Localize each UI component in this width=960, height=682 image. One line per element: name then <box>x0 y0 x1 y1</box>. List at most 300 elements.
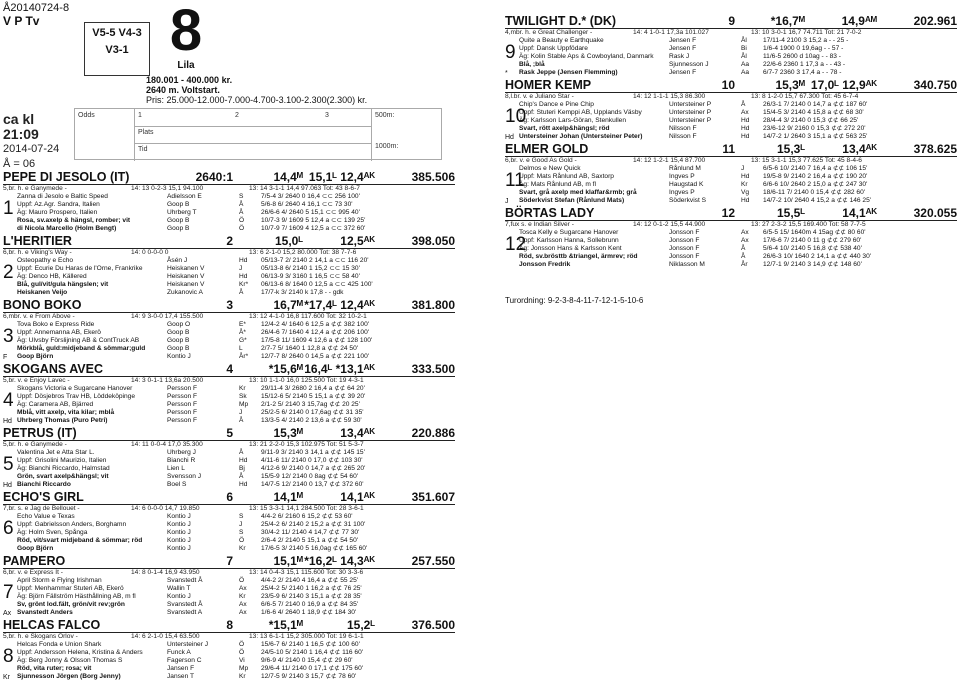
driver: Jansen T <box>167 673 195 680</box>
driver: Persson F <box>167 417 198 424</box>
horse-breed: 7,fux s. e Indian Silver - <box>505 221 574 228</box>
track: Å <box>239 449 244 456</box>
record-2: 13,4ᴬᴷ <box>842 142 877 156</box>
history-row <box>17 457 455 465</box>
history-row <box>17 289 455 297</box>
race-result: 29/6-4 11/ 2140 0 17,1 ⊄⊄ 175 60' <box>261 665 364 672</box>
horse-rows <box>3 577 455 617</box>
race-result: 25/4-2 5/ 2140 1 16,2 a ⊄⊄ 76 25' <box>261 585 362 592</box>
shoe-letter: Hd <box>3 482 12 489</box>
driver: Nilsson F <box>669 133 697 140</box>
history-row <box>17 393 455 401</box>
horse-rows <box>3 257 455 297</box>
info-text: Uppf: Menhammar Stuteri AB, Ekerö <box>17 585 124 592</box>
post-number: 5 <box>3 454 14 475</box>
race-result: 29/11-4 3/ 2680 2 16,4 a ⊄⊄ 64 20' <box>261 385 365 392</box>
history-row <box>17 641 455 649</box>
horse-stats <box>3 505 455 513</box>
distance-start: 2640 m. Voltstart. <box>146 85 220 95</box>
horse-breed: 5,br. v. e Enjoy Lavec - <box>3 377 70 384</box>
track: Å <box>239 209 244 216</box>
race-result: 6/5-6 10/ 2140 7 16,4 a ⊄⊄ 106 15' <box>763 165 868 172</box>
history-row <box>17 577 455 585</box>
race-result: 17/6-6 7/ 2140 0 11 g ⊄⊄ 279 60' <box>763 237 862 244</box>
driver: Jensen F <box>669 45 697 52</box>
race-result: 14/7-5 12/ 2140 0 13,7 ⊄⊄ 372 60' <box>261 481 364 488</box>
history-row <box>17 673 455 681</box>
info-text: Blå, ;blå <box>519 61 545 68</box>
track: Ax <box>239 609 247 616</box>
horse-header <box>505 14 957 29</box>
odds-column <box>75 109 135 161</box>
post-number: 8 <box>3 646 14 667</box>
horse-entry <box>505 78 957 141</box>
info-text: di Nicola Marcello (Holm Bengt) <box>17 225 117 232</box>
horse-rows <box>505 165 957 205</box>
record-2: 15,2ᴸ <box>346 618 375 632</box>
horse-stats <box>3 249 455 257</box>
race-info <box>146 75 367 105</box>
stats-2013: 13: 6 2-1-0 15,2 80.000 Tot: 38 7-7-6 <box>249 249 357 256</box>
track: Ö <box>239 217 245 224</box>
game-title: V P Tv <box>3 14 40 28</box>
track: J <box>741 165 745 172</box>
plats-label: Plats <box>138 129 154 136</box>
info-text: Uppf: Ecurie Du Haras de l'Orne, Frankrike <box>17 265 143 272</box>
record-1: 15,3ᴹ <box>273 426 303 440</box>
start-number: 2 <box>226 234 233 248</box>
driver: Jonsson F <box>669 253 700 260</box>
race-result: 25/4-2 6/ 2140 2 15,2 a ⊄⊄ 31 100' <box>261 521 366 528</box>
stats-2014: 14: 6 0-0-0 14,7 19.850 <box>131 505 200 512</box>
race-result: 25/2-5 6/ 2140 0 17,6ag ⊄⊄ 31 35' <box>261 409 364 416</box>
horse-breed: 8,l.br. v. e Juliano Star - <box>505 93 574 100</box>
record-2: 15,1ᴸ 12,4ᴬᴷ <box>308 170 375 184</box>
col-2-label: 2 <box>235 112 239 119</box>
history-row <box>17 385 455 393</box>
post-number: 9 <box>505 42 516 63</box>
horse-stats <box>505 221 957 229</box>
driver: Sjunnesson J <box>669 61 709 68</box>
race-result: 6/5-5 15/ 1640m 4 15ag ⊄⊄ 80 60' <box>763 229 866 236</box>
driver: Funck A <box>167 649 191 656</box>
horse-breed: 5,br. h. e Ganymede - <box>3 441 67 448</box>
track: Ö <box>239 577 245 584</box>
info-text: Svart, rött axelp&hängsl; röd <box>519 125 610 132</box>
stats-2014: 14: 0 0-0-0 0 <box>131 249 169 256</box>
horse-header <box>3 234 455 249</box>
driver: Åsén J <box>167 257 188 264</box>
horse-rows <box>3 449 455 489</box>
row-labels <box>135 109 195 161</box>
race-result: 23/6-12 9/ 2160 0 15,3 ⊄⊄ 272 20' <box>763 125 866 132</box>
driver: Jensen F <box>669 69 697 76</box>
driver: Untersteiner P <box>669 117 712 124</box>
post-number: 1 <box>3 198 14 219</box>
race-result: 12/7-5 9/ 2140 3 15,7 ⊄⊄ 78 60' <box>261 673 357 680</box>
post-number: 4 <box>3 390 14 411</box>
horse-name: ECHO'S GIRL <box>3 490 84 504</box>
stats-2014: 14: 12 0-1-2 15,5 44.900 <box>633 221 706 228</box>
race-result: 6/7-7 2360 3 17,4 a - - 78 - <box>763 69 842 76</box>
game-line-1: V5-5 V4-3 <box>92 27 142 39</box>
info-text: Äg: Ulvsby Förslijning AB & ContTruck AB <box>17 337 140 344</box>
shoe-letter: Hd <box>3 418 12 425</box>
record-2: *17,4ᴸ 12,4ᴬᴷ <box>304 298 375 312</box>
track: J <box>239 265 243 272</box>
history-row <box>519 101 957 109</box>
horse-header <box>3 362 455 377</box>
record-2: 12,5ᴬᴷ <box>340 234 375 248</box>
track-code: Å = 06 <box>3 158 36 170</box>
race-result: 26/6-3 10/ 1640 2 14,1 a ⊄⊄ 440 30' <box>763 253 871 260</box>
info-text: Uppf: Dösjebros Trav HB, Löddeköpinge <box>17 393 136 400</box>
driver: Nilsson F <box>669 125 697 132</box>
history-row <box>17 537 455 545</box>
driver: Fagerson C <box>167 657 202 664</box>
history-row <box>519 133 957 141</box>
horse-header <box>505 206 957 221</box>
history-row <box>17 449 455 457</box>
record-1: 15,5ᴸ <box>776 206 805 220</box>
record-1: 14,4ᴹ <box>273 170 303 184</box>
race-result: 17/5-8 11/ 1609 4 12,6 a ⊄⊄ 128 100' <box>261 337 373 344</box>
track: Hd <box>239 257 248 264</box>
start-number: 11 <box>722 142 735 156</box>
record-1: *15,1ᴹ <box>268 618 303 632</box>
track: E* <box>239 321 246 328</box>
history-row <box>519 229 957 237</box>
start-number: 10 <box>721 78 735 92</box>
history-row <box>17 529 455 537</box>
driver: Svensson J <box>167 473 202 480</box>
horse-header <box>3 426 455 441</box>
record-1: *15,6ᴹ <box>268 362 303 376</box>
driver: Goop B <box>167 201 190 208</box>
shoe-letter: * <box>505 70 508 77</box>
info-text: Rosa, sv.axelp & hängsl, romber; vit <box>17 217 131 224</box>
track: Ax <box>239 585 247 592</box>
history-row <box>17 273 455 281</box>
record-1: 15,3ᴹ <box>775 78 805 92</box>
post-number: 6 <box>3 518 14 539</box>
track: Mp <box>239 665 249 672</box>
track: Vi <box>239 657 245 664</box>
info-text: Delmos e New Quick <box>519 165 581 172</box>
horse-entry <box>3 234 455 297</box>
history-row <box>17 513 455 521</box>
info-text: Mblå, vitt axelp, vita kilar; mblå <box>17 409 115 416</box>
track: Å <box>239 473 244 480</box>
race-result: 17/7-k 3/ 2140 k 17,8 - - gdk <box>261 289 344 296</box>
horse-rows <box>3 641 455 681</box>
race-result: 05/13-7 2/ 2140 2 14,1 a ⊂⊂ 116 20' <box>261 257 369 264</box>
race-result: 11/6-5 2600 d 10ag - - 83 - <box>763 53 841 60</box>
driver: Persson F <box>167 409 198 416</box>
info-text: Tosca Kelly e Sugarcane Hanover <box>519 229 619 236</box>
prize-money: 381.800 <box>411 298 455 312</box>
col-1-label: 1 <box>138 112 142 119</box>
result-grid <box>74 108 442 160</box>
track: Mp <box>239 401 249 408</box>
track: G* <box>239 337 247 344</box>
info-text: Helcas Fonda e Union Shark <box>17 641 102 648</box>
track: Sk <box>239 393 247 400</box>
driver: Goop B <box>167 225 190 232</box>
prize-money: 333.500 <box>411 362 455 376</box>
driver: Svanstedt Å <box>167 601 203 608</box>
stats-2014: 14: 12 1-2-1 15,4 87.700 <box>633 157 706 164</box>
track: Å <box>741 253 746 260</box>
horse-name: L'HERITIER <box>3 234 72 248</box>
record-1: 15,3ᴸ <box>776 142 805 156</box>
stats-2014: 14: 8 0-1-4 16,9 43.950 <box>131 569 200 576</box>
driver: Uhrberg J <box>167 449 196 456</box>
record-1: 16,7ᴹ <box>273 298 303 312</box>
start-time: ca kl 21:09 <box>3 111 39 142</box>
record-2: 13,4ᴬᴷ <box>340 426 375 440</box>
race-result: 10/7-3 9/ 1609 5 12,4 a ⊂⊂ 139 25' <box>261 217 366 224</box>
start-number: 8 <box>226 618 233 632</box>
post-number: 10 <box>505 106 527 127</box>
history-row <box>519 181 957 189</box>
start-number: 7 <box>226 554 233 568</box>
prize-money: 257.550 <box>411 554 455 568</box>
history-row <box>17 329 455 337</box>
stats-2013: 13: 13 6-1-1 15,2 305.000 Tot: 19 6-1-1 <box>249 633 364 640</box>
race-result: 14/7-2 10/ 2640 4 15,2 a ⊄⊄ 146 25' <box>763 197 871 204</box>
race-result: 7/5-4 3/ 2640 0 16,4 ⊂⊂ 256 100' <box>261 193 360 200</box>
driver: Kontio J <box>167 513 191 520</box>
horse-stats <box>3 569 455 577</box>
history-row <box>17 545 455 553</box>
info-text: Äg: Berg Jonny & Olsson Thomas S <box>17 657 123 664</box>
info-text: Uppf: Annemanna AB, Ekerö <box>17 329 101 336</box>
horse-entry <box>3 298 455 361</box>
stats-2013: 13: 14 3-1-1 14,4 97.063 Tot: 43 8-6-7 <box>249 185 360 192</box>
info-text: Uppf: Mats Rånlund AB, Saxtorp <box>519 173 614 180</box>
history-row <box>17 209 455 217</box>
info-text: Röd, sv.brösttb &triangel, ärmrev; röd <box>519 253 638 260</box>
race-result: 10/7-9 7/ 1609 4 12,5 a ⊂⊂ 372 60' <box>261 225 366 232</box>
history-row <box>519 37 957 45</box>
race-result: 05/13-8 6/ 2140 1 15,2 ⊂⊂ 15 30' <box>261 265 360 272</box>
horse-header <box>3 298 455 313</box>
history-row <box>17 473 455 481</box>
prize-range: 180.001 - 400.000 kr. <box>146 75 233 85</box>
grid-line-2 <box>135 143 371 144</box>
race-result: 12/7-1 9/ 2140 3 14,9 ⊄⊄ 148 60' <box>763 261 862 268</box>
race-result: 14/7-2 1/ 2640 3 15,1 a ⊄⊄ 563 25' <box>763 133 868 140</box>
race-result: 22/6-6 2360 1 17,3 a - - 43 - <box>763 61 846 68</box>
grid-line-1 <box>135 126 371 127</box>
history-row <box>519 45 957 53</box>
info-text: Tova Boko e Express Ride <box>17 321 95 328</box>
history-row <box>519 165 957 173</box>
track: Ö <box>239 225 245 232</box>
tid-label: Tid <box>138 146 148 153</box>
history-row <box>17 265 455 273</box>
driver: Rask J <box>669 53 690 60</box>
history-row <box>17 193 455 201</box>
track: L <box>239 345 243 352</box>
track: Ax <box>741 229 749 236</box>
start-number: 9 <box>728 14 735 28</box>
info-text: Äg: Björn Fällström Hästhållning AB, m fl <box>17 593 136 600</box>
history-row <box>17 401 455 409</box>
start-number: 6 <box>226 490 233 504</box>
track: Kr <box>239 385 246 392</box>
history-row <box>17 657 455 665</box>
stats-2013: 13: 10 1-1-0 16,0 125.500 Tot: 19 4-3-1 <box>249 377 364 384</box>
race-result: 26/3-1 7/ 2140 0 14,7 a ⊄⊄ 187 60' <box>763 101 868 108</box>
history-row <box>17 353 455 361</box>
race-result: 26/6-6 4/ 2640 5 15,1 ⊂⊂ 995 40' <box>261 209 360 216</box>
horse-rows <box>3 193 455 233</box>
race-result: 15/4-5 3/ 2140 4 15,8 a ⊄⊄ 68 30' <box>763 109 864 116</box>
info-text: Rask Jeppe (Jensen Flemming) <box>519 69 618 76</box>
horse-stats <box>3 633 455 641</box>
history-row <box>519 189 957 197</box>
race-number-box <box>153 2 219 74</box>
race-date: 2014-07-24 <box>3 143 60 155</box>
stats-2013: 13: 8 1-2-0 15,7 67.300 Tot: 45 6-7-4 <box>751 93 859 100</box>
driver: Uhrberg T <box>167 209 197 216</box>
horse-name: TWILIGHT D.* (DK) <box>505 14 617 28</box>
horse-header <box>3 554 455 569</box>
driver: Heiskanen V <box>167 273 205 280</box>
split-500-label: 500m: <box>375 112 395 119</box>
track: Hd <box>741 173 750 180</box>
info-text: Chip's Dance e Pine Chip <box>519 101 594 108</box>
shoe-letter: F <box>3 354 8 361</box>
driver: Goop B <box>167 329 190 336</box>
race-result: 2/1-2 5/ 2140 3 15,7ag ⊄⊄ 20 25' <box>261 401 360 408</box>
horse-header <box>3 618 455 633</box>
driver: Svanstedt Å <box>167 577 203 584</box>
driver: Bianchi R <box>167 457 196 464</box>
stats-2013: 13: 21 2-2-0 15,3 102.975 Tot: 51 5-3-7 <box>249 441 364 448</box>
info-text: Uppf: Stuteri Kemppi AB, Upplands Väsby <box>519 109 642 116</box>
left-column <box>3 170 455 682</box>
info-text: Untersteiner Johan (Untersteiner Peter) <box>519 133 643 140</box>
info-text: Bianchi Riccardo <box>17 481 71 488</box>
race-result: 2/6-4 2/ 2140 5 15,1 a ⊄⊄ 54 50' <box>261 537 358 544</box>
odds-label: Odds <box>78 112 95 119</box>
track: År <box>741 261 748 268</box>
start-number: 3 <box>226 298 233 312</box>
history-row <box>519 125 957 133</box>
horse-entry <box>505 14 957 77</box>
race-result: 13/3-5 4/ 2140 2 13,6 a ⊄⊄ 59 30' <box>261 417 362 424</box>
stats-2014: 14: 13 0-2-3 15,1 94.100 <box>131 185 204 192</box>
driver: Untersteiner P <box>669 109 712 116</box>
stats-2014: 14: 12 1-1-1 15,3 86.300 <box>633 93 706 100</box>
turn-order: Turordning: 9-2-3-8-4-11-7-12-1-5-10-6 <box>505 296 644 305</box>
history-row <box>17 481 455 489</box>
horse-stats <box>3 185 455 193</box>
history-row <box>519 237 957 245</box>
race-result: 17/6-5 3/ 2140 5 16,0ag ⊄⊄ 165 60' <box>261 545 368 552</box>
race-result: 2/7-7 5/ 1640 1 12,8 a ⊄⊄ 24 50' <box>261 345 358 352</box>
track: Å* <box>239 329 246 336</box>
stats-2013: 13: 15 3-1-1 15,3 77.625 Tot: 45 8-4-6 <box>751 157 862 164</box>
history-row <box>17 649 455 657</box>
horse-header <box>3 170 455 185</box>
history-row <box>17 321 455 329</box>
race-result: 12/7-7 8/ 2640 0 14,5 a ⊄⊄ 221 100' <box>261 353 369 360</box>
track: S <box>239 193 244 200</box>
track: Ax <box>741 109 749 116</box>
shoe-letter: Hd <box>505 134 514 141</box>
horse-breed: 7,br. s. e Jag de Bellouet - <box>3 505 80 512</box>
start-number: 2640:1 <box>195 170 233 184</box>
race-result: 30/4-2 11/ 2140 4 14,7 ⊄⊄ 77 30' <box>261 529 360 536</box>
info-text: Uppf: Karlsson Hanna, Sollebrunn <box>519 237 619 244</box>
race-result: 1/6-6 4/ 2640 1 18,9 ⊄⊄ 184 30' <box>261 609 357 616</box>
track: Ö <box>239 537 245 544</box>
driver: Goop O <box>167 321 191 328</box>
history-row <box>519 245 957 253</box>
driver: Kontio J <box>167 353 191 360</box>
driver: Haugstad K <box>669 181 704 188</box>
prize-money: 351.607 <box>411 490 455 504</box>
track: År* <box>239 353 249 360</box>
driver: Kontio J <box>167 593 191 600</box>
driver: Ingves P <box>669 173 695 180</box>
document-id: Å20140724-8 <box>3 2 70 14</box>
driver: Kontio J <box>167 529 191 536</box>
info-text: Röd, vita ruter; rosa; vit <box>17 665 92 672</box>
post-number: 11 <box>505 170 525 191</box>
race-result: 6/6-6 10/ 2640 2 15,0 a ⊄⊄ 247 30' <box>763 181 868 188</box>
race-result: 18/6-11 7/ 2140 0 15,4 ⊄⊄ 282 60' <box>763 189 866 196</box>
horse-breed: 6,br. h. e Viking's Way - <box>3 249 72 256</box>
track: Aa <box>741 61 750 68</box>
record-1: *16,7ᴹ <box>770 14 805 28</box>
track: Hd <box>741 125 750 132</box>
horse-stats <box>505 29 957 37</box>
track: Å <box>239 417 244 424</box>
stats-2013: 13: 15 3-3-1 14,1 284.500 Tot: 28 3-6-1 <box>249 505 364 512</box>
horse-rows <box>505 101 957 141</box>
driver: Kontio J <box>167 537 191 544</box>
horse-stats <box>3 441 455 449</box>
race-result: 15/5-9 12/ 2140 0 8ag ⊄⊄ 54 60' <box>261 473 359 480</box>
track: Kr* <box>239 281 249 288</box>
horse-header <box>505 78 957 93</box>
track: Hd <box>741 117 750 124</box>
stats-2014: 14: 3 0-1-1 13,6a 20.500 <box>131 377 204 384</box>
track: Å <box>741 245 746 252</box>
race-result: 5/6-8 6/ 2640 4 16,1 ⊂⊂ 73 30' <box>261 201 353 208</box>
race-result: 4/11-6 11/ 2140 0 17,0 ⊄⊄ 103 30' <box>261 457 363 464</box>
track: Kr <box>239 545 246 552</box>
history-row <box>17 585 455 593</box>
track: Å <box>239 201 244 208</box>
info-text: Uppf: Andersson Helena, Kristina & Anders <box>17 649 143 656</box>
race-result: 4/4-2 2/ 2140 4 16,4 a ⊄⊄ 55 25' <box>261 577 358 584</box>
race-result: 23/5-9 6/ 2140 3 15,1 a ⊄⊄ 28 35' <box>261 593 362 600</box>
record-2: 16,4ᴸ *13,1ᴬᴷ <box>304 362 375 376</box>
prize-money: 340.750 <box>913 78 957 92</box>
history-row <box>17 257 455 265</box>
info-text: Äg: Holm Sven, Spånga <box>17 529 88 536</box>
horse-breed: 4,mbr. h. e Great Challenger - <box>505 29 593 36</box>
record-2: 14,9ᴬᴹ <box>841 14 877 28</box>
horse-stats <box>505 157 957 165</box>
info-text: Uppf: Gabrielsson Anders, Borghamn <box>17 521 127 528</box>
